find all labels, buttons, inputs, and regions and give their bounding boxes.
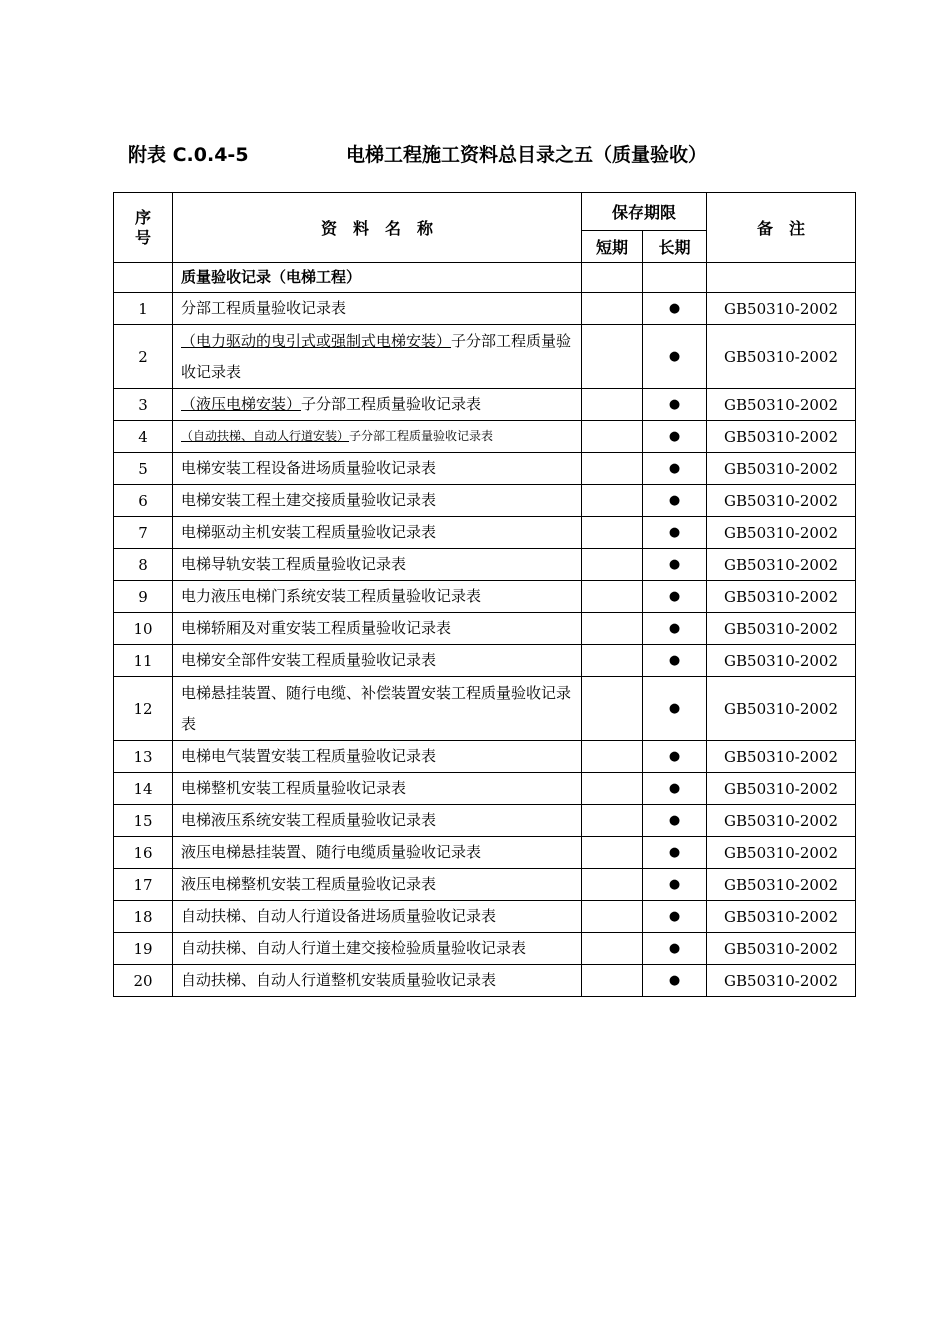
row-long-mark: ● bbox=[643, 517, 707, 549]
row-short bbox=[582, 517, 643, 549]
row-seq: 2 bbox=[114, 325, 173, 389]
table-row bbox=[114, 741, 856, 773]
row-note: GB50310-2002 bbox=[707, 773, 856, 805]
row-short bbox=[582, 741, 643, 773]
row-short bbox=[582, 421, 643, 453]
header-retention: 保存期限 bbox=[582, 193, 707, 231]
row-long-mark: ● bbox=[643, 485, 707, 517]
row-name-text: 分部工程质量验收记录表 bbox=[181, 299, 347, 317]
header-note: 备 注 bbox=[707, 193, 856, 263]
row-name-text: 电力液压电梯门系统安装工程质量验收记录表 bbox=[181, 587, 482, 605]
row-name-text: 自动扶梯、自动人行道设备进场质量验收记录表 bbox=[181, 907, 497, 925]
row-note: GB50310-2002 bbox=[707, 677, 856, 741]
row-long-mark: ● bbox=[643, 805, 707, 837]
row-long-mark: ● bbox=[643, 933, 707, 965]
row-seq: 5 bbox=[114, 453, 173, 485]
table-row bbox=[114, 933, 856, 965]
row-short bbox=[582, 613, 643, 645]
row-long-mark: ● bbox=[643, 837, 707, 869]
row-name bbox=[173, 581, 582, 613]
table-row bbox=[114, 325, 856, 389]
row-name-text: 液压电梯整机安装工程质量验收记录表 bbox=[181, 875, 437, 893]
row-short bbox=[582, 549, 643, 581]
row-short bbox=[582, 965, 643, 997]
row-name bbox=[173, 869, 582, 901]
row-note: GB50310-2002 bbox=[707, 741, 856, 773]
row-name bbox=[173, 965, 582, 997]
row-name-text: 电梯整机安装工程质量验收记录表 bbox=[181, 779, 407, 797]
table-row bbox=[114, 805, 856, 837]
row-note: GB50310-2002 bbox=[707, 325, 856, 389]
row-long-mark: ● bbox=[643, 645, 707, 677]
row-seq: 13 bbox=[114, 741, 173, 773]
row-name-text: 电梯安装工程土建交接质量验收记录表 bbox=[181, 491, 437, 509]
row-seq: 20 bbox=[114, 965, 173, 997]
row-short bbox=[582, 837, 643, 869]
index-table bbox=[113, 192, 856, 997]
row-name bbox=[173, 805, 582, 837]
row-note: GB50310-2002 bbox=[707, 869, 856, 901]
row-name bbox=[173, 389, 582, 421]
row-name-subdivision: （电力驱动的曳引式或强制式电梯安装） bbox=[181, 331, 452, 350]
row-name bbox=[173, 741, 582, 773]
row-seq: 14 bbox=[114, 773, 173, 805]
table-row bbox=[114, 581, 856, 613]
row-seq: 4 bbox=[114, 421, 173, 453]
row-name-text: 自动扶梯、自动人行道土建交接检验质量验收记录表 bbox=[181, 939, 527, 957]
table-row bbox=[114, 677, 856, 741]
row-name-text: 电梯悬挂装置、随行电缆、补偿装置安装工程质量验收记录表 bbox=[181, 683, 572, 733]
row-name bbox=[173, 421, 582, 453]
table-code: 附表 C.0.4-5 bbox=[128, 144, 249, 166]
row-name bbox=[173, 645, 582, 677]
row-name-text: 子分部工程质量验收记录表 bbox=[349, 429, 494, 443]
row-seq: 6 bbox=[114, 485, 173, 517]
row-name bbox=[173, 517, 582, 549]
row-note: GB50310-2002 bbox=[707, 453, 856, 485]
row-short bbox=[582, 773, 643, 805]
section-title: 质量验收记录（电梯工程） bbox=[173, 263, 582, 293]
row-name-text: 电梯液压系统安装工程质量验收记录表 bbox=[181, 811, 437, 829]
row-name bbox=[173, 677, 582, 741]
row-long-mark: ● bbox=[643, 389, 707, 421]
table-row bbox=[114, 965, 856, 997]
row-name bbox=[173, 293, 582, 325]
row-seq: 16 bbox=[114, 837, 173, 869]
row-long-mark: ● bbox=[643, 581, 707, 613]
row-short bbox=[582, 869, 643, 901]
row-note: GB50310-2002 bbox=[707, 837, 856, 869]
row-long-mark: ● bbox=[643, 613, 707, 645]
row-name-text: 电梯驱动主机安装工程质量验收记录表 bbox=[181, 523, 437, 541]
table-row bbox=[114, 773, 856, 805]
row-long-mark: ● bbox=[643, 453, 707, 485]
row-long-mark: ● bbox=[643, 293, 707, 325]
header-name: 资 料 名 称 bbox=[173, 193, 582, 263]
row-seq: 18 bbox=[114, 901, 173, 933]
row-seq: 19 bbox=[114, 933, 173, 965]
header-long: 长期 bbox=[643, 231, 707, 263]
row-long-mark: ● bbox=[643, 421, 707, 453]
row-seq: 3 bbox=[114, 389, 173, 421]
row-name-text: 电梯安全部件安装工程质量验收记录表 bbox=[181, 651, 437, 669]
table-row bbox=[114, 613, 856, 645]
row-note: GB50310-2002 bbox=[707, 581, 856, 613]
row-short bbox=[582, 293, 643, 325]
row-seq: 11 bbox=[114, 645, 173, 677]
row-name-text: 电梯轿厢及对重安装工程质量验收记录表 bbox=[181, 619, 452, 637]
row-name bbox=[173, 933, 582, 965]
page-title bbox=[128, 140, 828, 170]
row-long-mark: ● bbox=[643, 773, 707, 805]
row-seq: 7 bbox=[114, 517, 173, 549]
row-seq: 1 bbox=[114, 293, 173, 325]
row-note: GB50310-2002 bbox=[707, 421, 856, 453]
table-row bbox=[114, 389, 856, 421]
row-short bbox=[582, 581, 643, 613]
row-name bbox=[173, 453, 582, 485]
row-note: GB50310-2002 bbox=[707, 517, 856, 549]
row-name-text: 电梯电气装置安装工程质量验收记录表 bbox=[181, 747, 437, 765]
row-name-text: 液压电梯悬挂装置、随行电缆质量验收记录表 bbox=[181, 843, 482, 861]
header-short: 短期 bbox=[582, 231, 643, 263]
row-seq: 8 bbox=[114, 549, 173, 581]
row-long-mark: ● bbox=[643, 869, 707, 901]
row-note: GB50310-2002 bbox=[707, 933, 856, 965]
row-short bbox=[582, 645, 643, 677]
row-note: GB50310-2002 bbox=[707, 805, 856, 837]
table-row bbox=[114, 869, 856, 901]
row-seq: 15 bbox=[114, 805, 173, 837]
table-row bbox=[114, 901, 856, 933]
table-row bbox=[114, 421, 856, 453]
row-short bbox=[582, 805, 643, 837]
table-row bbox=[114, 485, 856, 517]
row-name-subdivision: （液压电梯安装） bbox=[181, 395, 302, 413]
row-name-text: 自动扶梯、自动人行道整机安装质量验收记录表 bbox=[181, 971, 497, 989]
row-long-mark: ● bbox=[643, 677, 707, 741]
row-note: GB50310-2002 bbox=[707, 549, 856, 581]
row-short bbox=[582, 933, 643, 965]
row-name bbox=[173, 549, 582, 581]
row-note: GB50310-2002 bbox=[707, 389, 856, 421]
section-row bbox=[114, 263, 856, 293]
row-note: GB50310-2002 bbox=[707, 613, 856, 645]
row-long-mark: ● bbox=[643, 965, 707, 997]
row-long-mark: ● bbox=[643, 325, 707, 389]
row-note: GB50310-2002 bbox=[707, 965, 856, 997]
row-short bbox=[582, 485, 643, 517]
row-long-mark: ● bbox=[643, 549, 707, 581]
table-title: 电梯工程施工资料总目录之五（质量验收） bbox=[346, 144, 708, 166]
row-seq: 9 bbox=[114, 581, 173, 613]
row-long-mark: ● bbox=[643, 741, 707, 773]
row-name bbox=[173, 613, 582, 645]
table-row bbox=[114, 837, 856, 869]
row-note: GB50310-2002 bbox=[707, 485, 856, 517]
row-seq: 17 bbox=[114, 869, 173, 901]
row-name-subdivision: （自动扶梯、自动人行道安装） bbox=[181, 429, 350, 443]
row-short bbox=[582, 325, 643, 389]
table-row bbox=[114, 549, 856, 581]
table-row bbox=[114, 517, 856, 549]
row-name-text: 电梯安装工程设备进场质量验收记录表 bbox=[181, 459, 437, 477]
row-short bbox=[582, 453, 643, 485]
row-seq: 10 bbox=[114, 613, 173, 645]
row-short bbox=[582, 389, 643, 421]
row-short bbox=[582, 901, 643, 933]
row-note: GB50310-2002 bbox=[707, 293, 856, 325]
row-name bbox=[173, 837, 582, 869]
table-row bbox=[114, 645, 856, 677]
row-note: GB50310-2002 bbox=[707, 901, 856, 933]
row-name-text: 子分部工程质量验收记录表 bbox=[181, 331, 572, 381]
row-seq: 12 bbox=[114, 677, 173, 741]
row-name bbox=[173, 773, 582, 805]
table-row bbox=[114, 453, 856, 485]
row-name-text: 子分部工程质量验收记录表 bbox=[301, 395, 482, 413]
row-name-text: 电梯导轨安装工程质量验收记录表 bbox=[181, 555, 407, 573]
row-long-mark: ● bbox=[643, 901, 707, 933]
row-name bbox=[173, 325, 582, 389]
row-note: GB50310-2002 bbox=[707, 645, 856, 677]
header-seq: 序 号 bbox=[114, 193, 173, 263]
row-short bbox=[582, 677, 643, 741]
row-name bbox=[173, 485, 582, 517]
table-row bbox=[114, 293, 856, 325]
row-name bbox=[173, 901, 582, 933]
